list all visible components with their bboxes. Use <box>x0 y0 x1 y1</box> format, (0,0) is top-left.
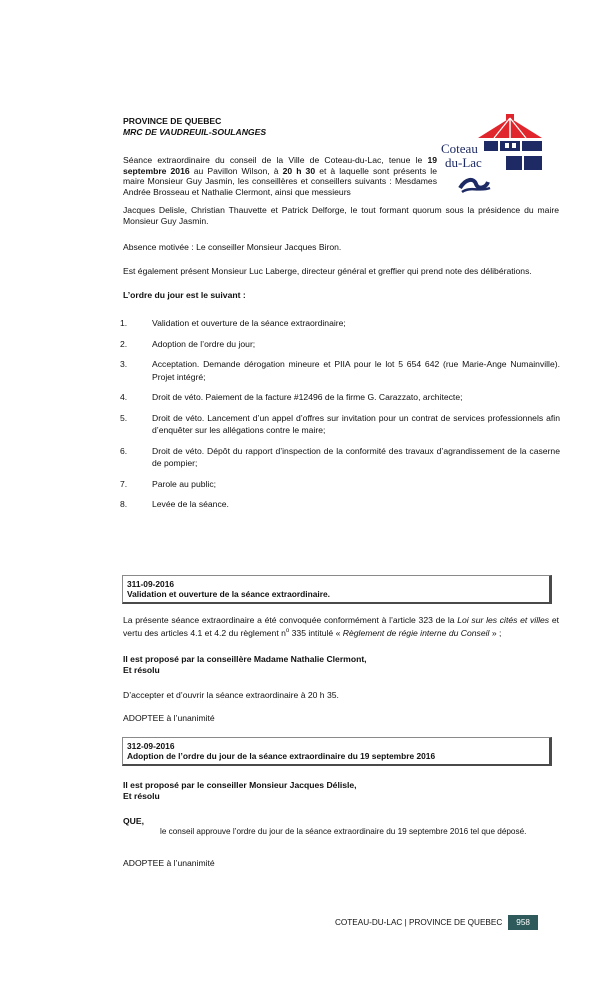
agenda-text: Validation et ouverture de la séance extraordinaire; <box>152 318 346 328</box>
resolution-intro-text: La présente séance extraordinaire a été convoquée conformément à l’article 323 de la <box>123 615 458 625</box>
meeting-date: 19 septembre 2016 <box>123 155 437 176</box>
agenda-number: 1. <box>120 318 128 328</box>
city-logo <box>440 112 544 194</box>
agenda-number: 3. <box>120 359 128 369</box>
agenda-item <box>120 317 560 330</box>
resolution-resolved: Et résolu <box>123 791 160 801</box>
superscript: o <box>285 627 290 634</box>
page-number-badge: 958 <box>508 915 538 930</box>
logo-text-line1: Coteau <box>441 141 478 156</box>
resolution-intro <box>123 615 559 638</box>
agenda-number: 5. <box>120 412 128 423</box>
agenda-item <box>120 412 560 437</box>
resolution-proposer: Il est proposé par la conseillère Madame Nathalie Clermont, <box>123 654 367 664</box>
agenda-text: Adoption de l’ordre du jour; <box>152 338 256 349</box>
intro-paragraph-tail: Jacques Delisle, Christian Thauvette et Patrick Delforge, le tout formant quorum sous la présidence du maire Monsieur Guy Jasmin. <box>123 205 559 226</box>
intro-text: au Pavillon Wilson, à <box>189 165 283 176</box>
regulation-title: Règlement de régie interne du Conseil <box>342 627 490 638</box>
agenda-list <box>120 317 560 519</box>
intro-text: et à laquelle sont présents le maire Monsieur Guy Jasmin, les conseillères et conseillers suivants : Mesdames Andrée Brosseau et Nathalie Clermont, ainsi que messieurs <box>123 165 437 197</box>
agenda-text: Parole au public; <box>152 478 217 489</box>
resolution-decision: D’accepter et d’ouvrir la séance extraordinaire à 20 h 35. <box>123 690 339 700</box>
intro-text: Séance extraordinaire du conseil de la Ville de Coteau-du-Lac, tenue le <box>123 155 428 165</box>
agenda-title: L’ordre du jour est le suivant : <box>123 290 246 300</box>
resolution-adopted: ADOPTEE à l’unanimité <box>123 713 215 723</box>
agenda-number: 2. <box>120 338 128 349</box>
resolution-intro-text: 335 intitulé « <box>289 627 343 638</box>
present-note: Est également présent Monsieur Luc Laberge, directeur général et greffier qui prend note des délibérations. <box>123 266 532 276</box>
intro-paragraph <box>123 155 437 197</box>
resolution-number: 311-09-2016 <box>127 579 175 589</box>
resolution-intro-text: » ; <box>489 627 502 638</box>
agenda-number: 4. <box>120 392 128 402</box>
agenda-item <box>120 498 560 511</box>
agenda-item <box>120 338 560 351</box>
house-roof-wave-logo-icon <box>440 112 544 194</box>
agenda-text: Levée de la séance. <box>152 499 229 509</box>
meeting-time: 20 h 30 <box>282 165 316 176</box>
agenda-text: Droit de véto. Dépôt du rapport d’inspection de la conformité des travaux d’agrandissement de la caserne de pompier; <box>152 445 560 468</box>
agenda-number: 7. <box>120 478 128 489</box>
resolution-number: 312-09-2016 <box>127 741 175 751</box>
agenda-text: Droit de véto. Lancement d’un appel d’offres sur invitation pour un contrat de services professionnels afin d’enquêter sur les allégations contre le maire; <box>152 412 560 435</box>
resolution-header <box>122 737 552 766</box>
resolution-title: Validation et ouverture de la séance extraordinaire. <box>127 589 330 600</box>
agenda-number: 8. <box>120 499 128 509</box>
agenda-text: Droit de véto. Paiement de la facture #12496 de la firme G. Carazzato, architecte; <box>152 392 463 402</box>
resolution-resolved: Et résolu <box>123 665 160 675</box>
agenda-item <box>120 478 560 491</box>
agenda-item <box>120 358 560 383</box>
footer-text: COTEAU-DU-LAC | PROVINCE DE QUEBEC <box>335 917 503 927</box>
agenda-item <box>120 445 560 470</box>
resolution-proposer: Il est proposé par le conseiller Monsieur Jacques Délisle, <box>123 780 357 790</box>
agenda-item <box>120 391 560 404</box>
mrc-heading: MRC DE VAUDREUIL-SOULANGES <box>123 127 267 137</box>
resolution-intro-text: et vertu des articles 4.1 et 4.2 du règlement n <box>123 615 559 638</box>
absence-note: Absence motivée : Le conseiller Monsieur Jacques Biron. <box>123 242 342 252</box>
resolution-adopted: ADOPTEE à l’unanimité <box>123 858 215 868</box>
resolution-title: Adoption de l’ordre du jour de la séance extraordinaire du 19 septembre 2016 <box>127 751 436 762</box>
agenda-number: 6. <box>120 445 128 456</box>
resolution-que: QUE, <box>123 816 145 826</box>
law-title: Loi sur les cités et villes <box>457 615 550 625</box>
agenda-text: Acceptation. Demande dérogation mineure et PIIA pour le lot 5 654 642 (rue Marie-Ange Numainville). Projet intégré; <box>152 359 560 382</box>
resolution-header <box>122 575 552 604</box>
page-footer <box>335 914 538 930</box>
resolution-decision: le conseil approuve l’ordre du jour de la séance extraordinaire du 19 septembre 2016 tel que déposé. <box>160 827 527 836</box>
logo-text-line2: du-Lac <box>445 155 482 170</box>
province-heading: PROVINCE DE QUEBEC <box>123 116 222 126</box>
